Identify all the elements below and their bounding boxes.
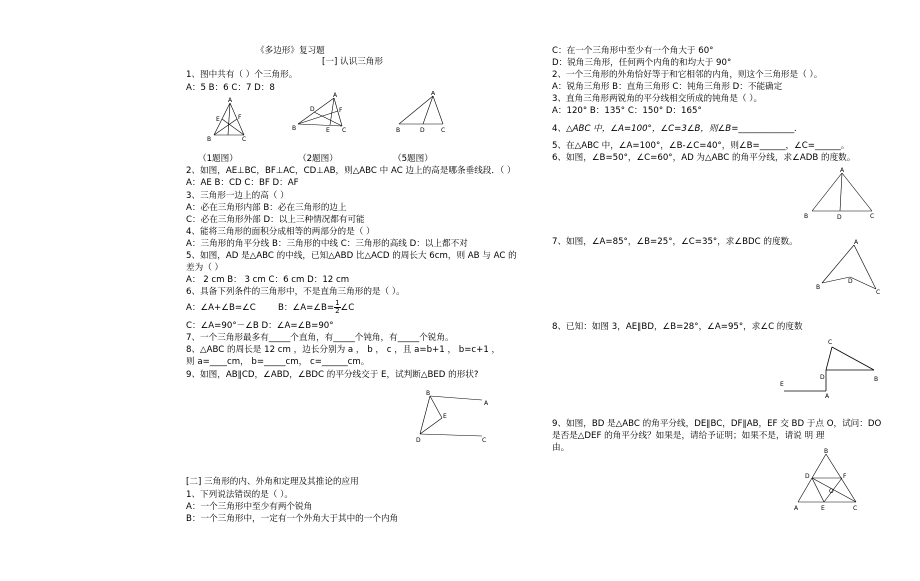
q2-text: 2、如图，AE⊥BC，BF⊥AC，CD⊥AB，则△ABC 中 AC 边上的高是哪条垂线段．（ ） bbox=[186, 166, 516, 176]
svg-text:D: D bbox=[805, 473, 810, 480]
s2-q9-text: 9、如图，BD 是△ABC 的角平分线，DE∥BC，DF∥AB，EF 交 BD 于点 O，试问：DO bbox=[552, 419, 882, 429]
s2-q7-text: 7、如图，∠A=85°，∠B=25°，∠C=35°，求∠BDC 的度数。 bbox=[552, 237, 798, 247]
fraction-denominator: 2 bbox=[335, 307, 340, 315]
s2-q9-text-end: 由。 bbox=[552, 443, 570, 453]
q5-options: A： 2 cm B： 3 cm C：6 cm D：12 cm bbox=[186, 275, 350, 285]
svg-text:C: C bbox=[242, 136, 247, 143]
q3-options-ab: A：必在三角形内部 B：必在三角形的边上 bbox=[186, 203, 347, 213]
s2-q8-text: 8、已知：如图 3，AE∥BD，∠B=28°，∠A=95°，求∠C 的度数 bbox=[552, 322, 803, 332]
svg-text:A: A bbox=[840, 167, 845, 174]
s2-q1-option-b: B：一个三角形中，一定有一个外角大于其中的一个内角 bbox=[186, 514, 399, 524]
svg-text:D: D bbox=[420, 127, 425, 134]
q9-text: 9、如图，AB∥CD，∠ABD，∠BDC 的平分线交于 E，试判断△BED 的形状? bbox=[186, 370, 479, 380]
svg-text:D: D bbox=[848, 278, 853, 285]
caption-q2: （2题图） bbox=[298, 154, 338, 164]
svg-text:C: C bbox=[482, 437, 487, 444]
q6-options-cd: C：∠A=90°－∠B D：∠A=∠B=90° bbox=[186, 321, 334, 331]
figure-q5 bbox=[393, 91, 449, 135]
s2-q2-options: A：锐角三角形 B：直角三角形 C：钝角三角形 D：不能确定 bbox=[552, 82, 783, 92]
svg-text:B: B bbox=[804, 213, 809, 220]
svg-text:E: E bbox=[216, 116, 220, 123]
svg-text:A: A bbox=[854, 239, 859, 246]
svg-text:E: E bbox=[443, 413, 447, 420]
section-2-heading: [二] 三角形的内、外角和定理及其推论的应用 bbox=[186, 477, 359, 487]
svg-text:B: B bbox=[396, 127, 401, 134]
svg-text:C: C bbox=[441, 127, 446, 134]
s2-q6-text: 6、如图，∠B=50°，∠C=60°，AD 为△ABC 的角平分线，求∠ADB 的度数。 bbox=[552, 153, 856, 163]
svg-text:F: F bbox=[339, 107, 343, 114]
svg-text:E: E bbox=[780, 381, 784, 388]
svg-text:F: F bbox=[843, 473, 847, 480]
s2-q4-number: 4、 bbox=[552, 124, 567, 134]
svg-text:B: B bbox=[874, 376, 879, 383]
q8-text: 8、△ABC 的周长是 12 cm ，边长分别为 a ， b ， c ，且 a=b+1 ， b=c+1 ， bbox=[186, 345, 501, 355]
section-1-heading: [一] 认识三角形 bbox=[322, 57, 383, 67]
svg-text:D: D bbox=[837, 214, 842, 221]
s2-q9-text-cont: 是否是△DEF 的角平分线？如果是，请给予证明；如果不是，请说 明 理 bbox=[552, 431, 825, 441]
s2-q5-text: 5、在△ABC 中，∠A=100°，∠B-∠C=40°，则∠B=______，∠C=______。 bbox=[552, 141, 850, 151]
svg-text:A: A bbox=[794, 505, 799, 512]
s2-q1-option-a: A：一个三角形中至少有两个锐角 bbox=[186, 502, 313, 512]
svg-text:B: B bbox=[207, 136, 212, 143]
svg-text:B: B bbox=[426, 390, 431, 397]
caption-q5: （5题图） bbox=[393, 154, 433, 164]
svg-text:O: O bbox=[829, 488, 834, 495]
svg-text:E: E bbox=[821, 505, 825, 512]
figure-right-q9 bbox=[790, 448, 862, 512]
q2-options: A：AE B：CD C：BF D：AF bbox=[186, 178, 299, 188]
svg-text:B: B bbox=[292, 125, 297, 132]
svg-text:B: B bbox=[824, 448, 829, 455]
s2-q1-text: 1、下列说法错误的是（ ）。 bbox=[186, 490, 294, 500]
q8-text-cont: 则 a=____cm， b=_____cm， c=______cm。 bbox=[186, 357, 370, 367]
s2-q2-text: 2、一个三角形的外角恰好等于和它相邻的内角，则这个三角形是（ ）。 bbox=[552, 70, 823, 80]
q1-options: A：5 B：6 C：7 D：8 bbox=[186, 83, 275, 93]
svg-text:C: C bbox=[876, 289, 881, 295]
q6-text: 6、具备下列条件的三角形中，不是直角三角形的是（ ）。 bbox=[186, 287, 405, 297]
s2-q1-option-d: D：锐角三角形，任何两个内角的和均大于 90° bbox=[552, 58, 732, 68]
s2-q3-text: 3、直角三角形两锐角的平分线相交所成的钝角是（ ）。 bbox=[552, 94, 763, 104]
svg-text:A: A bbox=[333, 92, 338, 99]
s2-q1-option-c: C：在一个三角形中至少有一个角大于 60° bbox=[552, 46, 714, 56]
s2-q4-text bbox=[552, 124, 797, 135]
figure-left-q9 bbox=[412, 386, 496, 448]
figure-right-q7 bbox=[814, 237, 884, 295]
fraction-numerator: 1 bbox=[335, 299, 340, 307]
figure-right-q8 bbox=[778, 334, 888, 398]
q6-option-b bbox=[278, 299, 354, 318]
svg-text:C: C bbox=[828, 339, 833, 346]
q7-text: 7、一个三角形最多有_____个直角，有_____个钝角，有_____个锐角。 bbox=[186, 333, 454, 343]
svg-text:C: C bbox=[870, 213, 875, 220]
svg-text:E: E bbox=[326, 127, 330, 134]
svg-text:A: A bbox=[431, 91, 436, 97]
q6-option-a: A：∠A+∠B=∠C bbox=[186, 303, 256, 313]
svg-text:A: A bbox=[825, 393, 830, 398]
q5-text-cont: 差为（ ） bbox=[186, 263, 224, 273]
figure-q1 bbox=[204, 97, 256, 147]
svg-text:F: F bbox=[238, 114, 242, 121]
figure-right-q6 bbox=[800, 165, 884, 223]
q3-options-cd: C：必在三角形外部 D：以上三种情况都有可能 bbox=[186, 215, 365, 225]
caption-q1: （1题图） bbox=[198, 154, 238, 164]
svg-text:A: A bbox=[484, 400, 489, 407]
svg-text:C: C bbox=[853, 505, 858, 512]
svg-text:C: C bbox=[342, 127, 347, 134]
q4-text: 4、能将三角形的面积分成相等的两部分的是（ ） bbox=[186, 227, 375, 237]
q6-option-b-end: ∠C bbox=[340, 303, 355, 313]
svg-text:A: A bbox=[228, 97, 233, 104]
s2-q4-body: △ABC 中，∠A=100°，∠C=3∠B，则∠B=_____________. bbox=[566, 124, 797, 134]
svg-text:B: B bbox=[816, 284, 821, 291]
q1-text: 1、图中共有（ ）个三角形。 bbox=[186, 70, 298, 80]
q3-text: 3、三角形一边上的高（ ） bbox=[186, 191, 289, 201]
svg-text:D: D bbox=[310, 106, 315, 113]
s2-q3-options: A：120° B：135° C：150° D：165° bbox=[552, 106, 702, 116]
svg-text:D: D bbox=[820, 374, 825, 381]
page-title: 《多边形》复习题 bbox=[256, 46, 325, 56]
figure-q2 bbox=[290, 92, 352, 140]
q5-text: 5、如图，AD 是△ABC 的中线，已知△ABD 比△ACD 的周长大 6cm，则 AB 与 AC 的 bbox=[186, 251, 517, 261]
q4-options: A：三角形的角平分线 B：三角形的中线 C：三角形的高线 D：以上都不对 bbox=[186, 239, 468, 249]
svg-text:D: D bbox=[416, 437, 421, 444]
q6-option-b-label: B：∠A=∠B= bbox=[278, 303, 335, 313]
